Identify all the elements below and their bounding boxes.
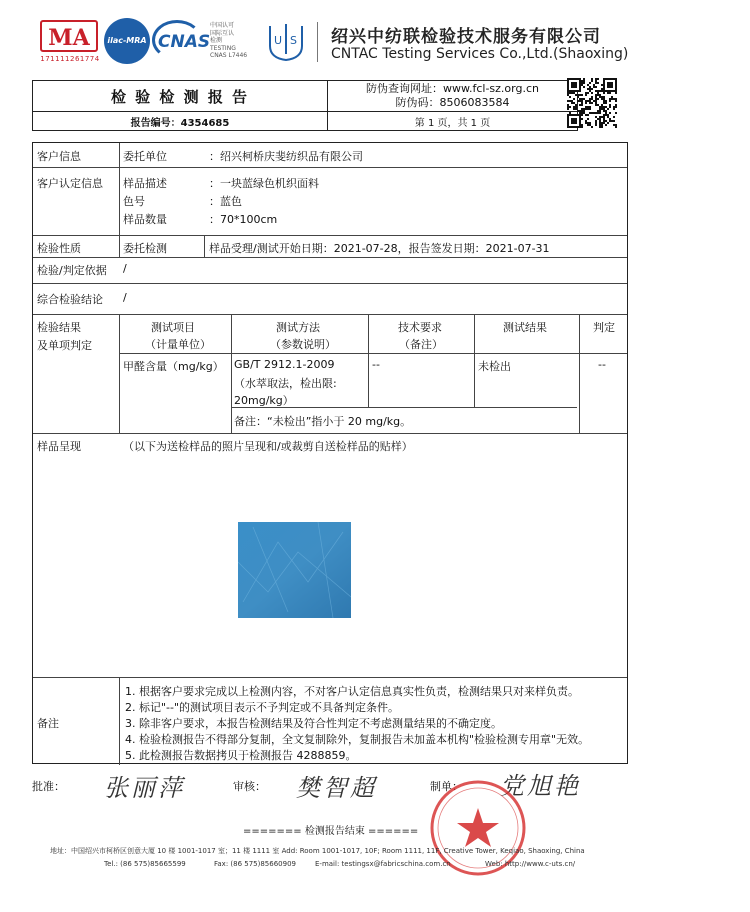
row-req: -- [372,358,380,371]
row-method: GB/T 2912.1-2009 [234,358,335,371]
col-item-header: 测试项目 [151,321,195,334]
remark-2: 2. 标记"--"的测试项目表示不予判定或不具备判定条件。 [125,701,400,714]
nature-value: 委托检测 [123,242,167,255]
client-label: 委托单位 [123,150,167,163]
cma-mark: MA [40,20,98,52]
col-method-param: （参数说明） [270,338,336,351]
col-result-header: 测试结果 [503,321,547,334]
row-result: 未检出 [478,360,511,373]
footer-email: E-mail: testingsx@fabricschina.com.cn [315,860,451,868]
client-value: ：绍兴柯桥庆斐纺织品有限公司 [209,150,363,163]
col-method-header: 测试方法 [276,321,320,334]
footer-fax: Fax: (86 575)85660909 [214,860,296,868]
ilac-mra-logo: ilac-MRA [104,18,150,64]
color-label: 色号 [123,195,145,208]
conclusion-value: / [123,291,127,304]
cnas-caption [210,22,255,60]
uts-letter-s: S [290,34,297,47]
remarks-label: 备注 [37,717,59,730]
note-line: 备注：“未检出”指小于 20 mg/kg。 [234,415,412,428]
row-item: 甲醛含量（mg/kg） [123,360,224,373]
query-url: 防伪查询网址：www.fcl-sz.org.cn [366,82,539,95]
sample-desc-label: 样品描述 [123,177,167,190]
basis-value: / [123,262,127,275]
header-divider [317,22,318,62]
cma-logo [40,20,100,66]
footer-web: Web: http://www.c-uts.cn/ [485,860,576,868]
approve-signature: 张丽萍 [104,774,185,802]
sample-show-text: （以下为送检样品的照片呈现和/或裁剪自送检样品的贴样） [123,440,413,453]
page-info: 第 1 页，共 1 页 [328,112,578,131]
col-item-unit: （计量单位） [145,338,211,351]
fabric-sample-image [238,522,351,618]
dates-text: 样品受理/测试开始日期：2021-07-28，报告签发日期：2021-07-31 [209,242,550,255]
row-method-limit: 20mg/kg） [234,394,294,407]
qr-code-icon [566,74,618,132]
review-label: 审核： [233,780,266,793]
cma-number: 171111261774 [40,55,100,63]
title-block [32,80,578,131]
remark-5: 5. 此检测报告数据拷贝于检测报告 4288859。 [125,749,357,762]
col-req-header: 技术要求 [398,321,442,334]
anti-fake-info [328,81,578,112]
cnas-line: TESTING [210,44,236,52]
qty-label: 样品数量 [123,213,167,226]
cnas-line: 中国认可 [210,22,235,29]
color-value: ：蓝色 [209,195,242,208]
qty-value: ：70*100cm [209,213,278,226]
cnas-logo [152,20,210,62]
report-table [32,142,628,764]
footer-tel: Tel.: (86 575)85665599 [104,860,186,868]
conclusion-label: 综合检验结论 [37,293,103,306]
remark-1: 1. 根据客户要求完成以上检测内容，不对客户认定信息真实性负责，检测结果只对来样负责。 [125,685,579,698]
cnas-line: CNAS L7446 [210,52,248,59]
remark-3: 3. 除非客户要求，本报告检测结果及符合性判定不考虑测量结果的不确定度。 [125,717,502,730]
basis-label: 检验/判定依据 [37,264,107,277]
remark-4: 4. 检验检测报告不得部分复制，全文复制除外，复制报告未加盖本机构"检验检测专用章"无效。 [125,733,590,746]
cnas-word: CNAS [158,32,211,52]
approve-label: 批准： [32,780,65,793]
uts-emblem-icon [266,20,306,62]
footer-address: 地址：中国绍兴市柯桥区创意大厦 10 楼 1001-1017 室；11 楼 1111 室 Add: Room 1001-1017, 10F; Room 1111, 11F, Creative Tower, Keqiao, Shaoxing, China [50,847,585,855]
make-signature: 党旭艳 [500,772,581,800]
sample-show-label: 样品呈现 [37,440,81,453]
cnas-line: 检测 [210,37,223,44]
company-name-cn: 绍兴中纺联检验技术服务有限公司 [331,27,601,47]
report-number-label: 报告编号： [130,117,181,129]
results-label-2: 及单项判定 [37,339,92,352]
report-number [33,112,328,131]
company-name-en: CNTAC Testing Services Co.,Ltd.(Shaoxing) [331,46,629,62]
sample-desc-value: ：一块蓝绿色机织面料 [209,177,319,190]
anti-fake-code: 防伪码：8506083584 [395,96,510,109]
make-label: 制单： [430,780,463,793]
report-end: ======= 检测报告结束 ====== [243,826,419,837]
nature-label: 检验性质 [37,242,81,255]
row-method-param: （水萃取法，检出限: [234,377,337,390]
uts-letter-u: U [274,34,283,47]
report-number-value: 4354685 [180,117,230,129]
col-req-note: （备注） [399,338,443,351]
customer-confirm-label: 客户认定信息 [37,177,103,190]
row-judge: -- [598,358,606,371]
results-label: 检验结果 [37,321,81,334]
review-signature: 樊智超 [296,774,377,802]
uts-logo [266,20,306,62]
col-judge-header: 判定 [593,321,615,334]
customer-info-label: 客户信息 [37,150,81,163]
cnas-line: 国际互认 [210,29,235,37]
report-title: 检 验 检 测 报 告 [33,81,328,112]
